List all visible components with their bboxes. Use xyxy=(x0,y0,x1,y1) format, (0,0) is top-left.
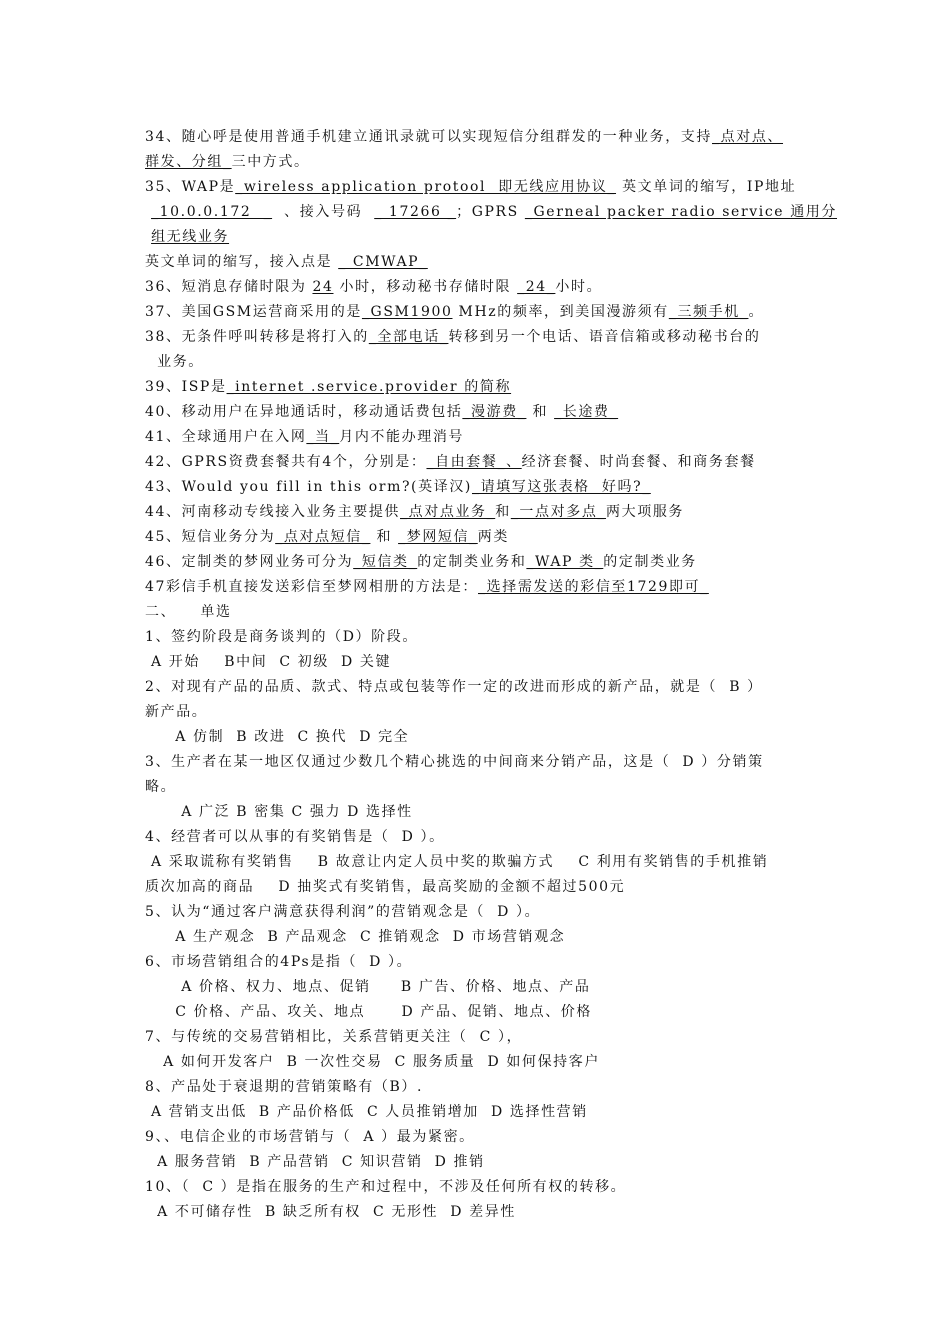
text-segment: A 采取谎称有奖销售 B 故意让内定人员中奖的欺骗方式 C 利用有奖销售的手机推销 xyxy=(145,854,769,870)
answer-blank: _internet .service.provider 的简称 xyxy=(226,379,512,395)
text-line xyxy=(145,253,428,271)
text-line xyxy=(145,828,445,846)
text-segment: 略。 xyxy=(145,779,177,795)
answer-blank: 群发、分组_ xyxy=(145,154,232,170)
text-line xyxy=(145,603,232,621)
text-line xyxy=(145,153,310,171)
text-segment: 37、美国GSM运营商采用的是 xyxy=(145,304,362,320)
text-line xyxy=(145,628,418,646)
text-segment: 的定制类业务 xyxy=(603,554,697,570)
text-line xyxy=(145,1203,516,1221)
text-segment: A 仿制 B 改进 C 换代 D 完全 xyxy=(145,729,410,745)
text-segment: 两类 xyxy=(477,529,509,545)
text-segment: 42、GPRS资费套餐共有4个，分别是： xyxy=(145,454,427,470)
text-line xyxy=(145,928,565,946)
text-segment: 43、Would you fill in this orm?(英译汉) xyxy=(145,479,472,495)
text-line xyxy=(145,1128,475,1146)
answer-blank: _10.0.0.172 _ xyxy=(151,204,273,220)
text-line xyxy=(145,653,391,671)
answer-blank: _wireless application protool 即无线应用协议_ xyxy=(235,179,617,195)
text-line xyxy=(145,953,412,971)
answer-blank: _点对点短信_ xyxy=(275,529,371,545)
text-segment: 9、、电信企业的市场营销与（ A ）最为紧密。 xyxy=(145,1129,475,1145)
text-line xyxy=(145,403,618,421)
text-line xyxy=(145,328,760,346)
text-segment: 小时。 xyxy=(555,279,603,295)
text-segment: A 服务营销 B 产品营销 C 知识营销 D 推销 xyxy=(145,1154,485,1170)
answer-blank: _选择需发送的彩信至1729即可_ xyxy=(478,579,709,595)
text-segment: 经济套餐、时尚套餐、和商务套餐 xyxy=(521,454,756,470)
answer-blank: _点对点、 xyxy=(712,129,784,145)
answer-blank: _GSM1900 xyxy=(361,304,453,320)
answer-blank: _点对点业务_ xyxy=(400,504,496,520)
answer-blank: _WAP 类_ xyxy=(526,554,604,570)
text-segment: 4、经营者可以从事的有奖销售是（ D ）。 xyxy=(145,829,445,845)
text-line xyxy=(145,1153,485,1171)
text-line xyxy=(145,553,697,571)
text-segment: 业务。 xyxy=(145,354,204,370)
text-segment: 34、随心呼是使用普通手机建立通讯录就可以实现短信分组群发的一种业务，支持 xyxy=(145,129,713,145)
text-line xyxy=(145,753,764,771)
text-segment: 三中方式。 xyxy=(231,154,310,170)
text-segment: 的定制类业务和 xyxy=(417,554,527,570)
answer-blank: _短信类_ xyxy=(353,554,418,570)
text-segment: 36、短消息存储时限为 xyxy=(145,279,313,295)
answer-blank: _ 17266 _ xyxy=(374,204,457,220)
text-line xyxy=(145,203,837,221)
text-line xyxy=(145,728,409,746)
text-line xyxy=(145,853,768,871)
answer-blank: _漫游费_ xyxy=(462,404,527,420)
answer-blank: _三频手机_ xyxy=(668,304,749,320)
answer-blank: _全部电话_ xyxy=(368,329,449,345)
text-segment: 45、短信业务分为 xyxy=(145,529,276,545)
answer-blank: _请填写这张表格 好吗?_ xyxy=(471,479,651,495)
text-segment: A 如何开发客户 B 一次性交易 C 服务质量 D 如何保持客户 xyxy=(145,1054,600,1070)
answer-blank: _Gerneal packer radio service 通用分 xyxy=(524,204,838,220)
text-segment: MHz的频率，到美国漫游须有 xyxy=(452,304,669,320)
text-line xyxy=(145,1028,522,1046)
text-segment: ；GPRS xyxy=(456,204,525,220)
text-line xyxy=(145,503,684,521)
text-segment: A 生产观念 B 产品观念 C 推销观念 D 市场营销观念 xyxy=(145,929,566,945)
text-line xyxy=(145,803,413,821)
text-line xyxy=(145,1178,626,1196)
text-segment: 44、河南移动专线接入业务主要提供 xyxy=(145,504,401,520)
text-segment: 小时，移动秘书存储时限 xyxy=(333,279,518,295)
text-segment: A 开始 B中间 C 初级 D 关键 xyxy=(145,654,392,670)
text-segment: 两大项服务 xyxy=(606,504,685,520)
answer-blank: _梦网短信_ xyxy=(398,529,478,545)
text-segment: 2、对现有产品的品质、款式、特点或包装等作一定的改进而形成的新产品，就是（ B ） xyxy=(145,679,763,695)
text-segment: 46、定制类的梦网业务可分为 xyxy=(145,554,354,570)
text-segment: A 价格、权力、地点、促销 B 广告、价格、地点、产品 xyxy=(145,979,591,995)
text-line xyxy=(145,903,540,921)
text-line xyxy=(145,353,204,371)
answer-blank: _ CMWAP_ xyxy=(338,254,428,270)
text-segment: C 价格、产品、攻关、地点 D 产品、促销、地点、价格 xyxy=(145,1004,592,1020)
text-segment: 38、无条件呼叫转移是将打入的 xyxy=(145,329,369,345)
text-segment: 和 xyxy=(526,404,555,420)
text-line xyxy=(145,978,590,996)
text-segment: 新产品。 xyxy=(145,704,208,720)
text-line xyxy=(145,453,756,471)
text-segment: 35、WAP是 xyxy=(145,179,236,195)
text-line xyxy=(145,428,464,446)
text-segment: A 广泛 B 密集 C 强力 D 选择性 xyxy=(145,804,413,820)
answer-blank: _自由套餐_、 xyxy=(426,454,522,470)
answer-blank: _24_ xyxy=(517,279,556,295)
text-line xyxy=(145,778,176,796)
text-segment: 英文单词的缩写，接入点是 xyxy=(145,254,339,270)
text-segment: 10、（ C ）是指在服务的生产和过程中，不涉及任何所有权的转移。 xyxy=(145,1179,627,1195)
text-segment: 7、与传统的交易营销相比，关系营销更关注（ C ）， xyxy=(145,1029,523,1045)
text-segment: 和 xyxy=(495,504,511,520)
text-line xyxy=(145,1103,588,1121)
text-line xyxy=(145,1053,600,1071)
answer-blank: _一点对多点_ xyxy=(510,504,607,520)
answer-blank: _当_ xyxy=(306,429,340,445)
text-line xyxy=(145,878,625,896)
text-segment: 。 xyxy=(748,304,765,320)
text-line xyxy=(145,178,796,196)
text-segment: 8、产品处于衰退期的营销策略有（B）. xyxy=(145,1079,424,1095)
text-segment: 月内不能办理消号 xyxy=(339,429,465,445)
text-segment: 47彩信手机直接发送彩信至梦网相册的方法是： xyxy=(145,579,479,595)
text-line xyxy=(145,128,783,146)
text-segment: 转移到另一个电话、语音信箱或移动秘书台的 xyxy=(448,329,761,345)
text-segment: 39、ISP是 xyxy=(145,379,227,395)
text-line xyxy=(145,1003,592,1021)
text-segment: 41、全球通用户在入网 xyxy=(145,429,307,445)
text-line xyxy=(145,528,509,546)
text-segment: 二、 单选 xyxy=(145,604,232,620)
answer-blank: 24 xyxy=(312,279,334,295)
answer-blank: _长途费_ xyxy=(554,404,619,420)
text-segment: 质次加高的商品 D 抽奖式有奖销售，最高奖励的金额不超过500元 xyxy=(145,879,626,895)
text-line xyxy=(145,1078,423,1096)
text-segment: 英文单词的缩写，IP地址 xyxy=(616,179,797,195)
text-segment: A 营销支出低 B 产品价格低 C 人员推销增加 D 选择性营销 xyxy=(145,1104,588,1120)
text-line xyxy=(145,228,229,246)
text-line xyxy=(145,703,207,721)
text-line xyxy=(145,378,511,396)
text-segment: 5、认为“通过客户满意获得利润”的营销观念是（ D ）。 xyxy=(145,904,541,920)
text-line xyxy=(145,478,651,496)
text-line xyxy=(145,303,764,321)
text-segment: 40、移动用户在异地通话时，移动通话费包括 xyxy=(145,404,463,420)
answer-blank: 组无线业务 xyxy=(151,229,230,245)
text-line xyxy=(145,578,709,596)
text-line xyxy=(145,278,602,296)
text-line xyxy=(145,678,763,696)
text-segment: A 不可储存性 B 缺乏所有权 C 无形性 D 差异性 xyxy=(145,1204,516,1220)
text-segment: 3、生产者在某一地区仅通过少数几个精心挑选的中间商来分销产品，这是（ D ）分销策 xyxy=(145,754,764,770)
text-segment: 1、签约阶段是商务谈判的（D）阶段。 xyxy=(145,629,418,645)
text-segment: 和 xyxy=(370,529,399,545)
text-segment: 、接入号码 xyxy=(272,204,375,220)
text-segment: 6、市场营销组合的4Ps是指（ D ）。 xyxy=(145,954,413,970)
